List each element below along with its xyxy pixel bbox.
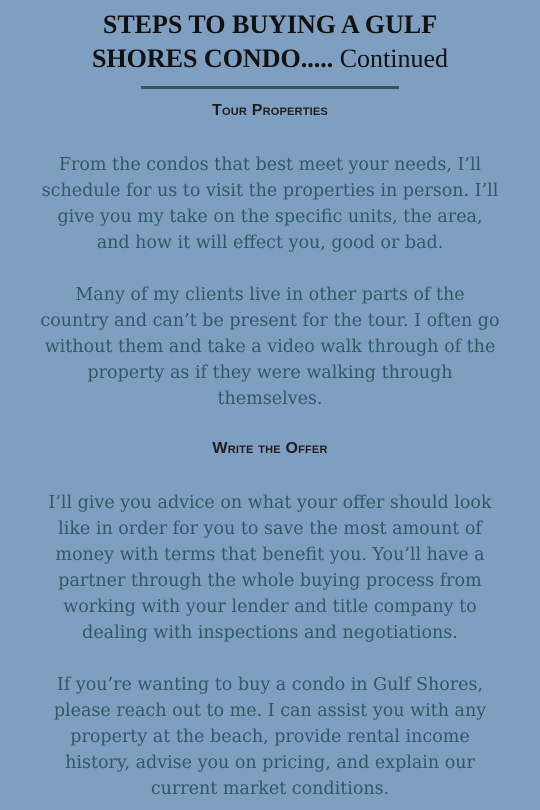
section-heading-tour: Tour Properties bbox=[212, 102, 328, 119]
paragraph-offer-1: I’ll give you advice on what your offer should look like in order for you to save the most amount of money with terms that benefit you. You’ll have a partner through the whole buying process from working with your lender and title company to dealing with inspections and negotiations. bbox=[48, 493, 492, 643]
section-heading-offer: Write the Offer bbox=[212, 440, 328, 457]
page-title bbox=[0, 8, 540, 76]
paragraph-offer-2: If you’re wanting to buy a condo in Gulf Shores, please reach out to me. I can assist you with any property at the beach, provide rental income history, advise you on pricing, and explain our current market conditions. bbox=[53, 675, 487, 799]
paragraph-tour-1: From the condos that best meet your needs, I’ll schedule for us to visit the properties in person. I’ll give you my take on the specific units, the area, and how it will effect you, good or bad. bbox=[41, 155, 499, 253]
paragraph-tour-2: Many of my clients live in other parts of the country and can’t be present for the tour. I often go without them and take a video walk through of the property as if they were walking through themselves. bbox=[40, 285, 500, 409]
title-divider bbox=[141, 86, 399, 89]
title-line-2-tail: Continued bbox=[339, 44, 449, 73]
title-line-2 bbox=[0, 42, 540, 76]
title-line-1: STEPS TO BUYING A GULF bbox=[102, 10, 438, 39]
title-line-2-main: SHORES CONDO..... bbox=[91, 44, 340, 73]
